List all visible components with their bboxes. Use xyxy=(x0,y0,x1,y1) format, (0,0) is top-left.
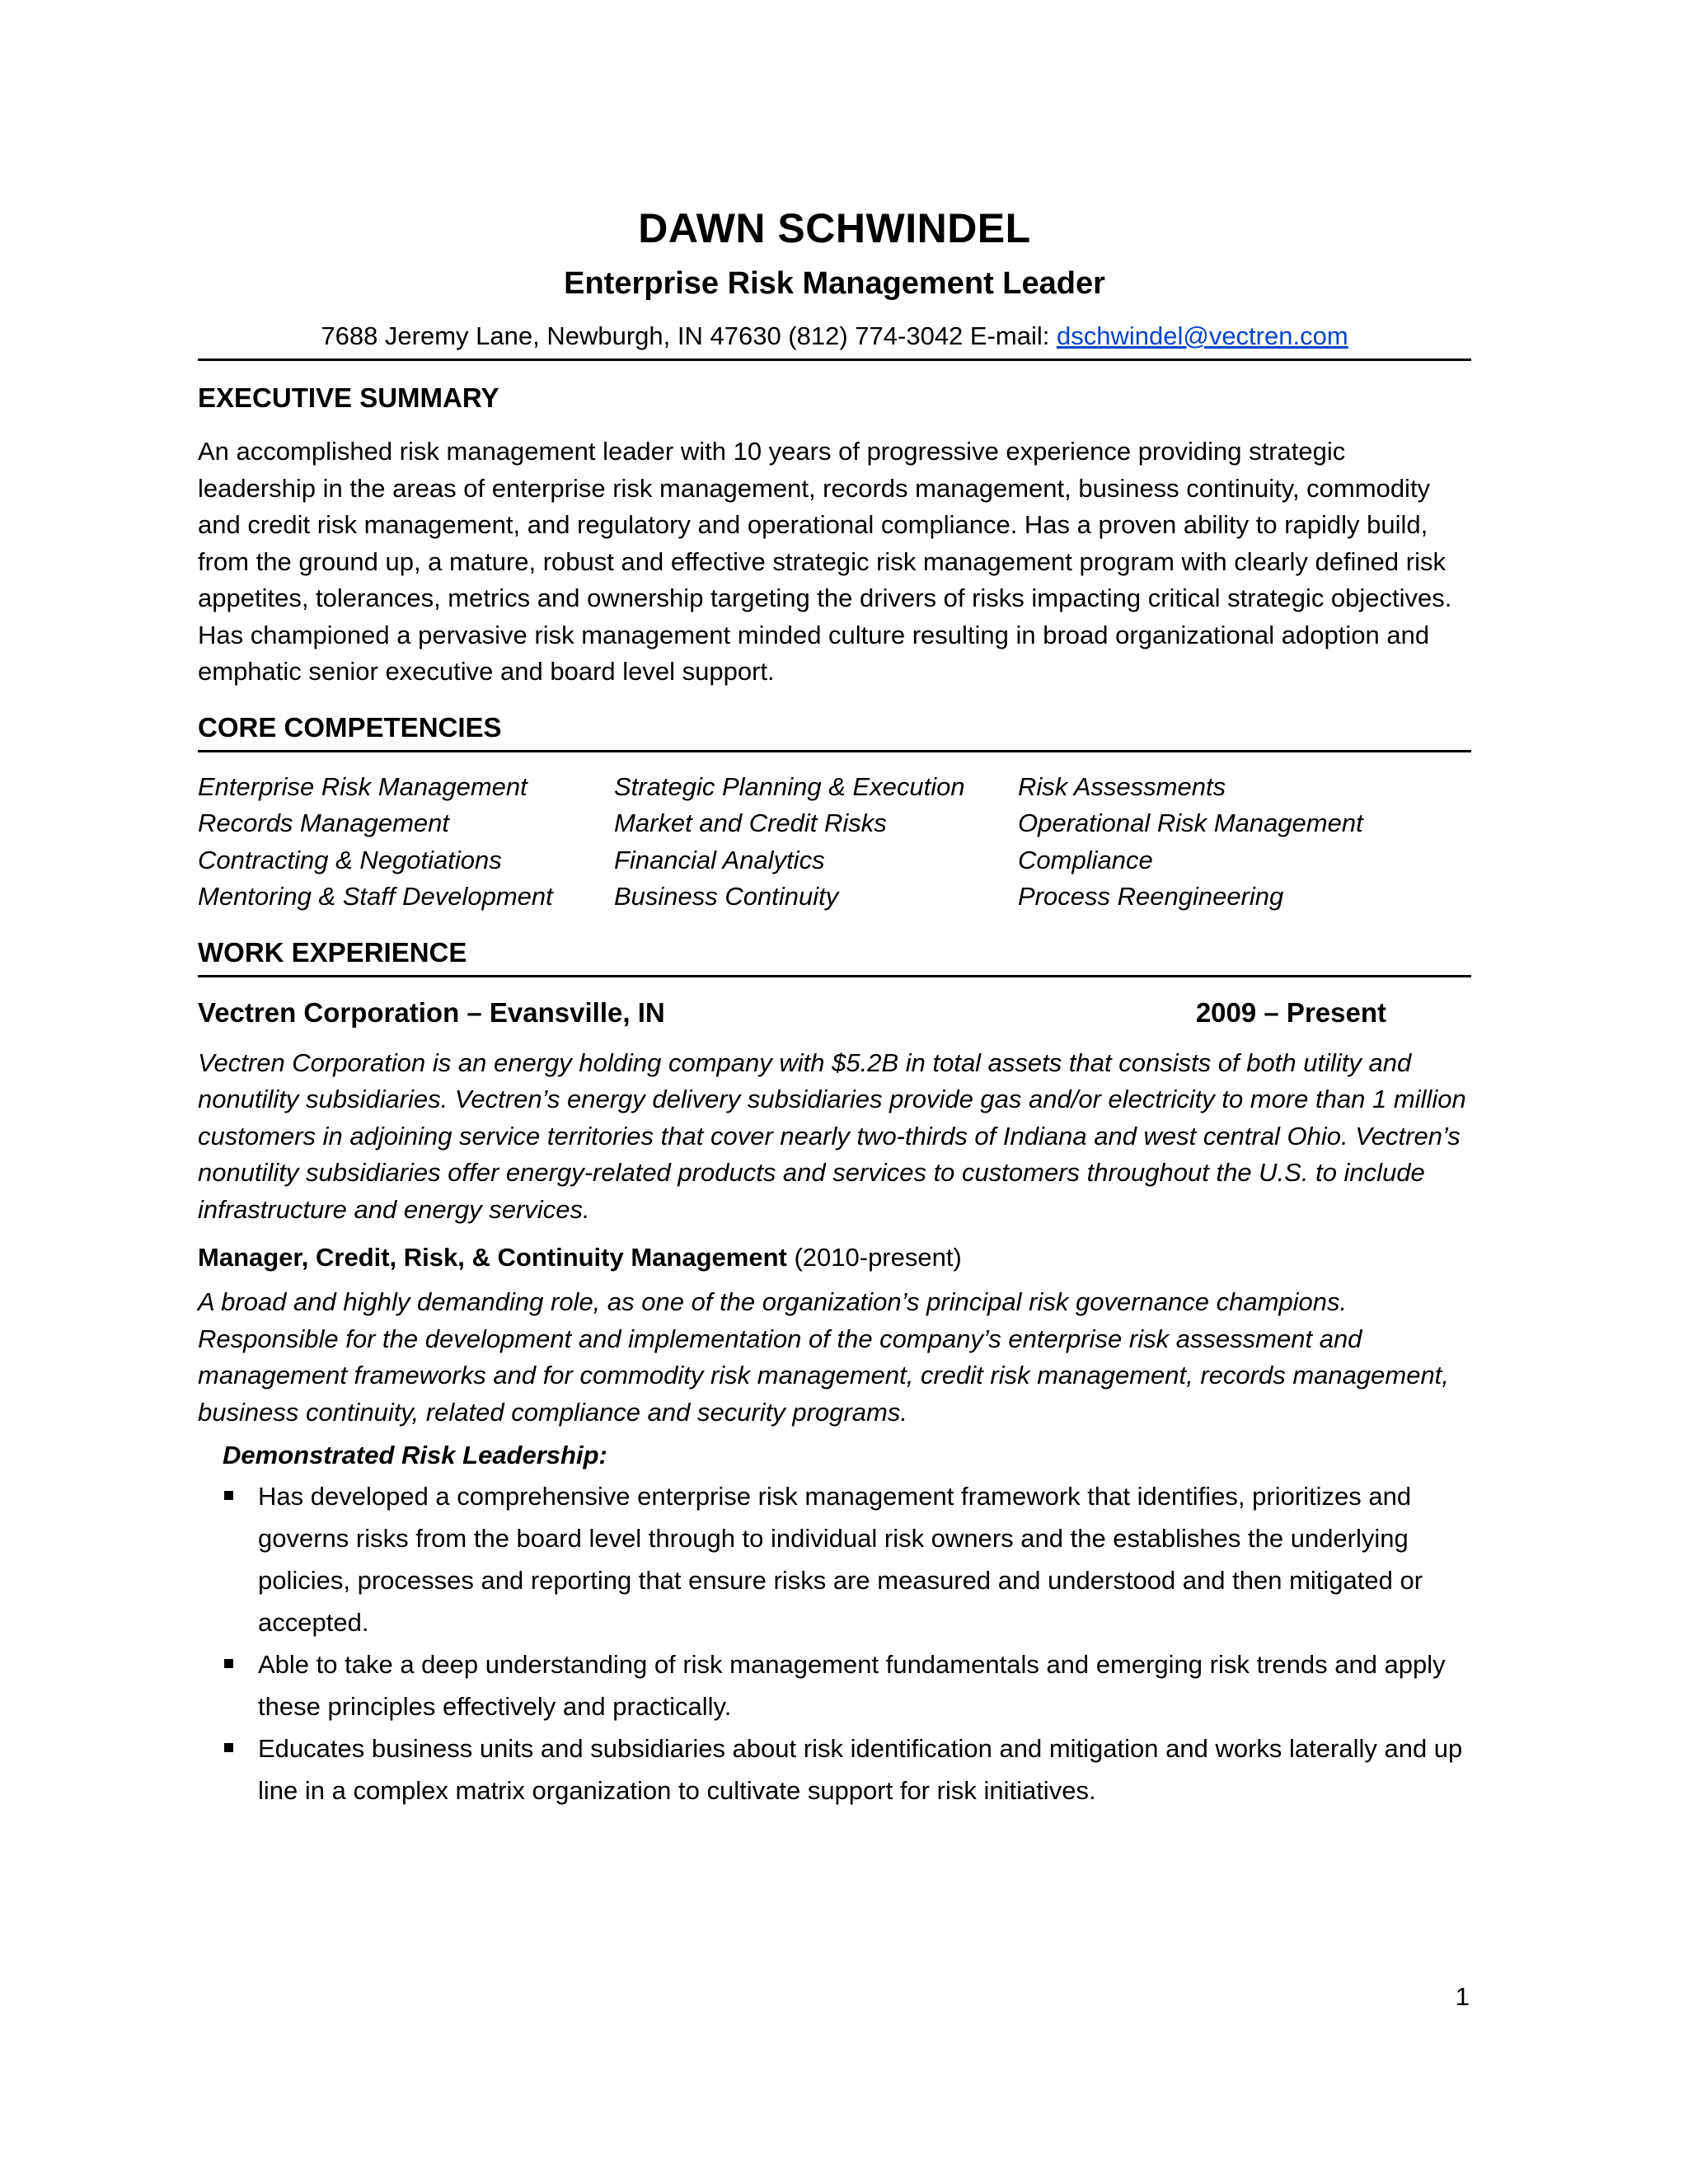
work-experience-heading: WORK EXPERIENCE xyxy=(198,934,1471,977)
page-number: 1 xyxy=(1455,1982,1470,2011)
achievement-item xyxy=(198,1727,1471,1811)
competency-item: Operational Risk Management xyxy=(1018,808,1363,837)
square-bullet-icon xyxy=(224,1743,233,1752)
contact-address-phone: 7688 Jeremy Lane, Newburgh, IN 47630 (812) 774-3042 E-mail: xyxy=(321,321,1057,350)
achievement-text: Has developed a comprehensive enterprise risk management framework that identifies, prioritizes and governs risks from the board level through to individual risk owners and the establishes the underlying policies, processes and reporting that ensure risks are measured and understood and then mitigated or accepted. xyxy=(258,1482,1423,1637)
resume-content xyxy=(198,202,1471,1811)
competency-item: Risk Assessments xyxy=(1018,771,1226,801)
competency-item: Market and Credit Risks xyxy=(614,808,887,837)
executive-summary-text: An accomplished risk management leader with 10 years of progressive experience providing strategic leadership in the areas of enterprise risk management, records management, business continuity, commodity and credit risk management, and regulatory and operational compliance. Has a proven ability to rapidly build, from the ground up, a mature, robust and effective strategic risk management program with clearly defined risk appetites, tolerances, metrics and ownership targeting the drivers of risks impacting critical strategic objectives. Has championed a pervasive risk management minded culture resulting in broad organizational adoption and emphatic senior executive and board level support. xyxy=(198,437,1452,686)
role-line xyxy=(198,1240,1471,1276)
competency-item: Strategic Planning & Execution xyxy=(614,771,965,801)
job-dates: 2009 – Present xyxy=(1195,996,1386,1028)
competency-item: Enterprise Risk Management xyxy=(198,771,528,801)
role-title: Manager, Credit, Risk, & Continuity Management xyxy=(198,1243,787,1272)
role-description: A broad and highly demanding role, as one of the organization’s principal risk governance champions. Responsible for the development and implementation of the company’s enterprise risk assessment and management frameworks and for commodity risk management, credit risk management, records management, business continuity, related compliance and security programs. xyxy=(198,1287,1449,1427)
achievement-list xyxy=(198,1475,1471,1811)
executive-summary-heading: EXECUTIVE SUMMARY xyxy=(198,382,499,413)
risk-leadership-heading: Demonstrated Risk Leadership: xyxy=(223,1441,607,1469)
competencies-grid xyxy=(198,769,1471,916)
achievement-text: Able to take a deep understanding of risk management fundamentals and emerging risk trends and apply these principles effectively and practically. xyxy=(258,1650,1446,1721)
competency-item: Financial Analytics xyxy=(614,845,825,874)
competency-item: Compliance xyxy=(1018,845,1153,874)
company-name: Vectren Corporation – Evansville, IN xyxy=(198,996,665,1028)
achievement-item xyxy=(198,1475,1471,1643)
competency-item: Process Reengineering xyxy=(1018,882,1284,911)
competency-item: Contracting & Negotiations xyxy=(198,845,502,874)
core-competencies-heading: CORE COMPETENCIES xyxy=(198,709,1471,752)
competency-item: Records Management xyxy=(198,808,449,837)
achievement-text: Educates business units and subsidiaries about risk identification and mitigation and works laterally and up line in a complex matrix organization to cultivate support for risk initiatives. xyxy=(258,1734,1463,1805)
email-link[interactable]: dschwindel@vectren.com xyxy=(1056,321,1348,350)
achievement-item xyxy=(198,1643,1471,1727)
company-description: Vectren Corporation is an energy holding company with $5.2B in total assets that consists of both utility and nonutility subsidiaries. Vectren’s energy delivery subsidiaries provide gas and/or electricity to more than 1 million customers in adjoining service territories that cover nearly two-thirds of Indiana and west central Ohio. Vectren’s nonutility subsidiaries offer energy-related products and services to customers throughout the U.S. to include infrastructure and energy services. xyxy=(198,1047,1466,1224)
square-bullet-icon xyxy=(224,1659,233,1668)
contact-line xyxy=(198,319,1471,361)
competency-item: Business Continuity xyxy=(614,882,839,911)
role-dates: (2010-present) xyxy=(786,1243,962,1272)
job-header xyxy=(198,994,1386,1032)
square-bullet-icon xyxy=(224,1491,233,1500)
candidate-name: DAWN SCHWINDEL xyxy=(638,205,1031,251)
candidate-title: Enterprise Risk Management Leader xyxy=(564,266,1105,301)
competency-item: Mentoring & Staff Development xyxy=(198,882,553,911)
